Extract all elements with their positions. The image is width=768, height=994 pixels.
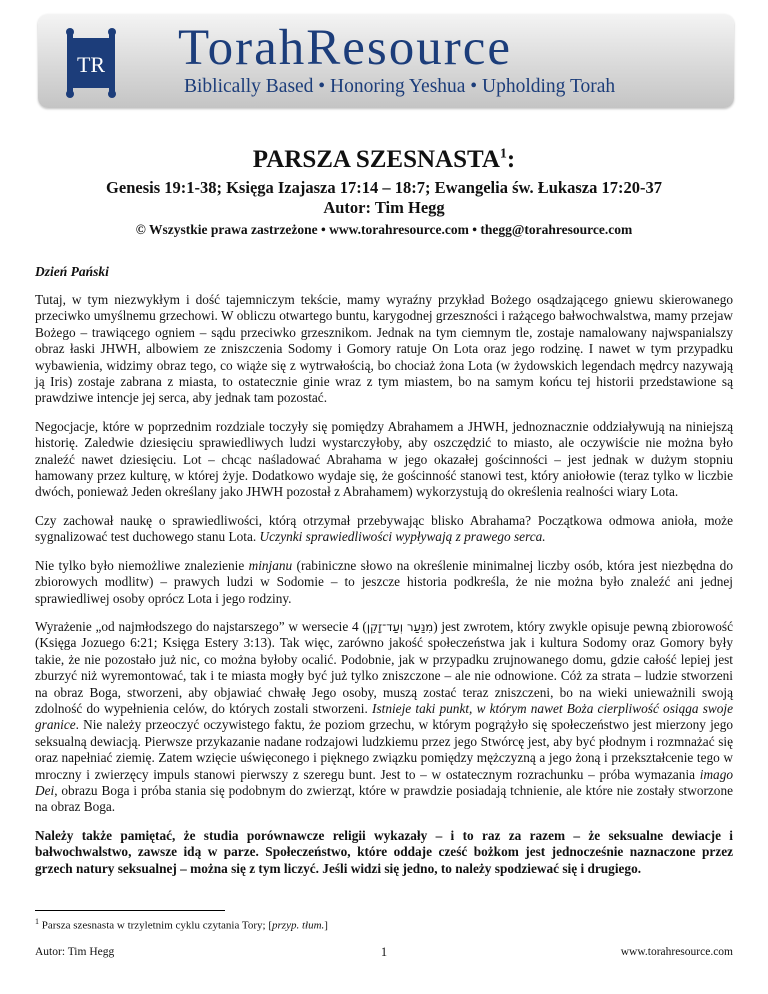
scripture-references [0,178,768,218]
header-banner [38,14,734,108]
paragraph-4-italic: minjanu [248,557,293,573]
footnote [35,917,328,932]
author-line: Autor: Tim Hegg [323,198,445,217]
paragraph-5-italic-b: imago Dei [35,766,733,798]
title-footnote-mark[interactable]: 1 [499,146,507,162]
paragraph-5-text-c: . Nie należy przeoczyć oczywistego faktu, że poziom grzechu, w którym pogrążyło się społeczeństwo jest mierzony jego seksualną dewiacją. Pierwsze przykazanie nadane rodzajowi ludzkiemu przez jego Stwórcę jest, aby być płodnym i rozmnażać się oraz napełniać ziemię. Zatem wzięcie uświęconego i pięknego związku pomiędzy mężczyzną a jego żoną i przekształcenie tego w mroczny i zwierzęcy impuls stanowi pierwszy z szeregu bunt. Jest to – w ostatecznym rozrachunku – próba wymazania [35,717,733,782]
copyright-line: © Wszystkie prawa zastrzeżone • www.torahresource.com • thegg@torahresource.com [135,222,633,237]
footnote-text: Parsza szesnasta w trzyletnim cyklu czytania Tory; [ [41,919,273,932]
footnote-italic: przyp. tłum. [272,919,325,932]
paragraph-5 [35,619,733,816]
page-title-text: PARSZA SZESNASTA [252,146,500,173]
paragraph-6: Należy także pamiętać, że studia porównawcze religii wykazały – i to raz za razem – że seksualne dewiacje i bałwochwalstwo, zawsze idą w parze. Społeczeństwo, które oddaje cześć bożkom jest jednocześnie naznaczone przez grzech natury seksualnej – można się z tym liczyć. Jeśli widzi się jedno, to należy spodziewać się i drugiego. [35,827,733,876]
brand-title: TorahResource [178,20,512,76]
footnote-divider [35,910,225,911]
paragraph-4-text-b: (rabiniczne słowo na określenie minimalnej liczby osób, która jest niezbędna do zbiorowych modlitw) – prawych ludzi w Sodomie – to jeszcze historia podkreśla, że nie można było znaleźć ani jednej sprawiedliwej osoby oprócz Lota i jego rodziny. [35,557,733,606]
logo-letters: TR [76,52,106,77]
paragraph-5-text-a: Wyrażenie „od najmłodszego do najstarszego” w wersecie 4 ( [35,618,367,634]
paragraph-3 [35,513,733,546]
footnote-close: ] [324,919,328,932]
section-heading: Dzień Pański [35,264,109,279]
title-colon: : [506,146,516,173]
brand-tagline: Biblically Based • Honoring Yeshua • Upholding Torah [184,76,616,97]
hebrew-phrase: מִנַּעַר וְעַד־זָקֵן [366,619,434,634]
paragraph-5-text-b: ) jest zwrotem, który zwykle opisuje pewną zbiorowość (Księga Jozuego 6:21; Księga Estery 3:13). Tak więc, zarówno jakość społeczeństwa jak i kultura Sodomy oraz Gomory były takie, że nie pozostało już nic, co można byłoby ocalić. Podobnie, jak w przypadku zrujnowanego domu, gdzie całość lepiej jest zburzyć niż wyremontować, tak i te miasta mogły być już tylko zniszczone – ale nie odnowione. Cóż za strata – ludzie stworzeni na obraz Boga, stworzeni, aby objawiać chwałę Jego osoby, muszą zostać teraz zniszczeni, bo na wieki unieważnili swoją zdolność do wypełnienia celów, do których zostali stworzeni. [35,618,733,716]
footnote-mark: 1 [35,917,39,926]
footer-site-link[interactable]: www.torahresource.com [620,946,733,958]
paragraph-3-italic: Uczynki sprawiedliwości wypływają z prawego serca. [259,529,546,545]
body-text [35,292,733,889]
page-number: 1 [380,945,388,959]
paragraph-4-text-a: Nie tylko było niemożliwe znalezienie [35,557,249,573]
footer-author: Autor: Tim Hegg [35,946,115,958]
paragraph-1: Tutaj, w tym niezwykłym i dość tajemniczym tekście, mamy wyraźny przykład Bożego osądzającego gniewu skierowanego przeciwko umyślnemu grzechowi. W obliczu otwartego buntu, karygodnej grzeszności i rażącego bałwochwalstwa, mamy przejaw Bożego – trawiącego ogniem – sądu przeciwko grzesznikom. Jednak na tym ciemnym tle, zostaje namalowany najwspanialszy obraz łaski JHWH, albowiem ze zniszczenia Sodomy i Gomory ratuje On Lota oraz jego rodzinę. I nawet w tym przypadku wybawienia, widzimy obraz tego, co wiąże się z wytrwałością, bo chociaż żona Lota (w żydowskich legendach mędrcy nazywają ją Iris) zostaje zabrana z miasta, to ostatecznie ginie wraz z tym miastem, bo na samym końcu tej historii przedstawione są prawdziwe intencje jej serca, aby jednak tam pozostać. [35,292,733,406]
paragraph-2: Negocjacje, które w poprzednim rozdziale toczyły się pomiędzy Abrahamem a JHWH, jednoznacznie oddziaływują na niniejszą historię. Zaledwie dziesięciu sprawiedliwych ludzi wystarczyłoby, aby oszczędzić to miasto, ale oczywiście nie można było znaleźć nawet dziesięciu. Lot – chcąc naśladować Abrahama w jego okazałej gościnności – jest jednak w dużym stopniu hamowany przez kulturę, w której żyje. Dodatkowo wydaje się, że gościnność stanowi test, który aniołowie (teraz tylko w liczbie dwóch, ponieważ Jeden określany jako JHWH pozostał z Abrahamem) wykorzystują do określenia realności wiary Lota. [35,418,733,500]
paragraph-5-text-d: , obrazu Boga i próba stania się podobnym do zwierząt, które w prawdzie posiadają tchnienie, ale które nie zostały stworzone na obraz Boga. [35,782,733,815]
paragraph-3-text: Czy zachował naukę o sprawiedliwości, którą otrzymał przebywając blisko Abrahama? Początkowa odmowa anioła, może sygnalizować test duchowego stanu Lota. [35,512,733,545]
page-title [0,146,768,174]
paragraph-5-italic-a: Istnieje taki punkt, w którym nawet Boża cierpliwość osiąga swoje granice [35,700,734,733]
torah-scroll-logo-icon [58,28,124,98]
scripture-references-line: Genesis 19:1-38; Księga Izajasza 17:14 – 18:7; Ewangelia św. Łukasza 17:20-37 [106,178,662,197]
paragraph-4 [35,558,733,607]
